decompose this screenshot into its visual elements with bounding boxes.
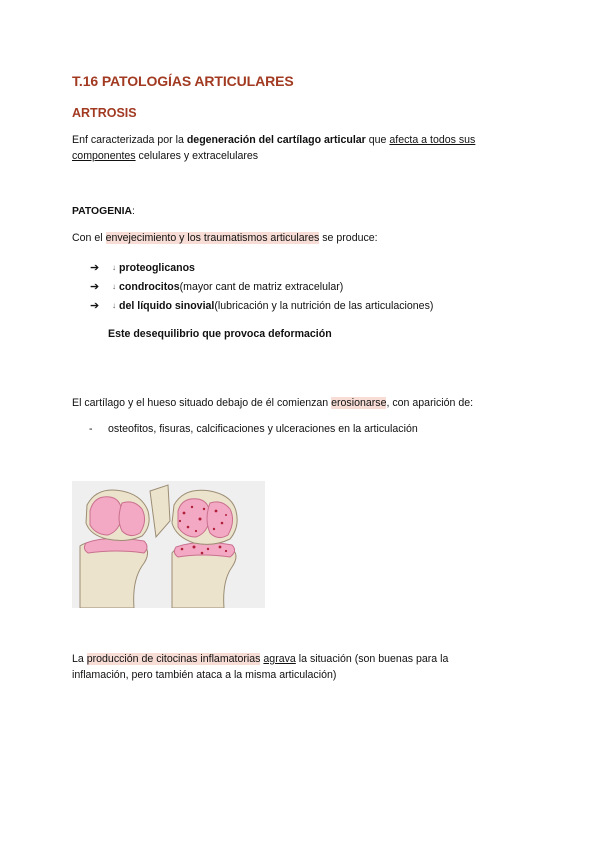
down-arrow-icon: ↓ [112,263,116,272]
intro-underline: afecta a todos sus [389,134,476,146]
cause-highlight: envejecimiento y los traumatismos articulares [105,232,320,244]
section-heading: ARTROSIS [72,106,137,120]
final-paragraph: La producción de citocinas inflamatorias agrava la situación (son buenas para la inflamación, pero también ataca a la misma articulación) [72,653,449,681]
healthy-knee [80,485,170,608]
final-highlight: producción de citocinas inflamatorias [86,653,261,665]
bullet-list [90,258,433,315]
intro-paragraph: Enf caracterizada por la degeneración del cartílago articular que afecta a todos sus componentes celulares y extracelulares [72,134,476,162]
final-underline: agrava [263,653,296,665]
arrow-icon: ➔ [90,262,100,274]
conclusion-text: Este desequilibrio que provoca deformación [108,328,332,340]
list-item: ➔ ↓ condrocitos (mayor cant de matriz extracelular) [90,280,344,293]
erosion-line: El cartílago y el hueso situado debajo de él comienzan erosionarse, con aparición de: [72,397,474,409]
cause-line: Con el envejecimiento y los traumatismos articulares se produce: [72,232,378,244]
list-item: ➔ ↓ del líquido sinovial (lubricación y la nutrición de las articulaciones) [90,299,434,312]
patogenia-heading: PATOGENIA: [72,206,135,217]
knee-joint-image [72,481,265,608]
down-arrow-icon: ↓ [112,282,116,291]
arrow-icon: ➔ [90,281,100,293]
knee-illustration [72,481,265,608]
page-title: T.16 PATOLOGÍAS ARTICULARES [72,73,294,89]
dash-item: - osteofitos, fisuras, calcificaciones y ulceraciones en la articulación [89,423,418,435]
intro-underline-2: componentes [72,150,136,162]
intro-bold: degeneración del cartílago articular [186,134,366,146]
erosion-highlight: erosionarse [331,397,387,409]
arthritic-knee [172,490,237,608]
arrow-icon: ➔ [90,300,100,312]
list-item: ➔ ↓ proteoglicanos [90,261,195,274]
down-arrow-icon: ↓ [112,301,116,310]
